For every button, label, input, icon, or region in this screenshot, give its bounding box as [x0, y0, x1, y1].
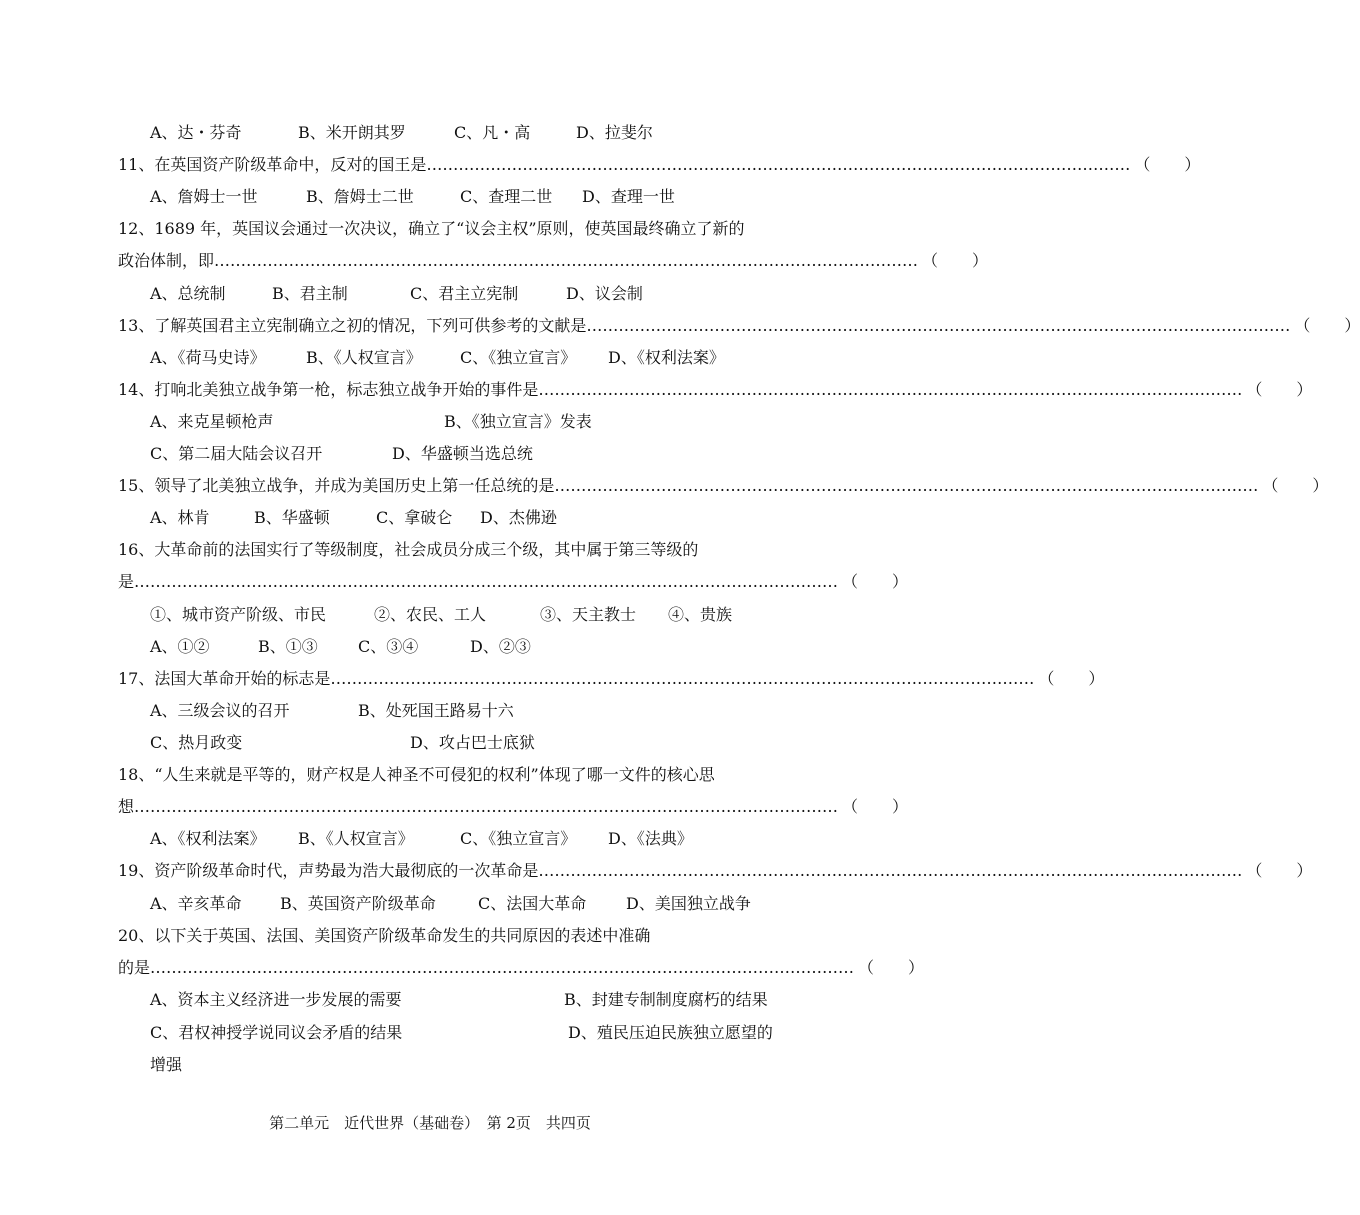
- option-c: C、第二届大陆会议召开: [150, 444, 323, 463]
- leader-dots: ……………………………………………………………………………………………………………………: [150, 958, 855, 977]
- answer-blank[interactable]: （ ）: [1134, 155, 1201, 174]
- question-11: [118, 149, 1201, 181]
- option-b: B、《人权宣言》: [306, 348, 422, 367]
- option-d: D、美国独立战争: [626, 894, 751, 913]
- q15-options: [150, 502, 790, 534]
- answer-blank[interactable]: （ ）: [1246, 861, 1313, 880]
- option-d: D、攻占巴士底狱: [410, 733, 535, 752]
- q11-options: [150, 181, 790, 213]
- option-a: A、《荷马史诗》: [150, 348, 266, 367]
- leader-dots: ……………………………………………………………………………………………………………………: [538, 380, 1243, 399]
- q13-options: [150, 342, 790, 374]
- question-14: [118, 374, 1313, 406]
- option-b: B、华盛顿: [254, 508, 330, 527]
- item-4: ④、贵族: [668, 605, 733, 624]
- answer-blank[interactable]: （ ）: [842, 572, 909, 591]
- question-stem: 是: [118, 572, 135, 591]
- leader-dots: ……………………………………………………………………………………………………………………: [586, 316, 1291, 335]
- q19-options: [150, 888, 790, 920]
- question-stem: 15、领导了北美独立战争，并成为美国历史上第一任总统的是: [118, 476, 555, 495]
- question-stem: 想: [118, 797, 135, 816]
- option-b: B、君主制: [272, 284, 348, 303]
- question-17: [118, 663, 1105, 695]
- question-12: [118, 245, 989, 277]
- answer-blank[interactable]: （ ）: [842, 797, 909, 816]
- q14-options-row1: [150, 406, 790, 438]
- question-16: [118, 566, 909, 598]
- option-c: C、君主立宪制: [410, 284, 519, 303]
- q16-items: [150, 599, 790, 631]
- option-b: B、米开朗其罗: [298, 123, 406, 142]
- option-b: B、处死国王路易十六: [358, 701, 514, 720]
- option-c: C、《独立宣言》: [460, 829, 577, 848]
- option-b: B、封建专制制度腐朽的结果: [564, 990, 768, 1009]
- q18-options: [150, 823, 790, 855]
- q20-options-row1: [150, 984, 790, 1016]
- option-c: C、凡・高: [454, 123, 531, 142]
- option-b: B、《人权宣言》: [298, 829, 414, 848]
- question-stem: 11、在英国资产阶级革命中，反对的国王是: [118, 155, 427, 174]
- q20-options-row2: [150, 1017, 790, 1049]
- option-a: A、《权利法案》: [150, 829, 266, 848]
- option-d: D、拉斐尔: [576, 123, 653, 142]
- q17-options-row2: [150, 727, 790, 759]
- option-b: B、①③: [258, 637, 318, 656]
- option-c: C、③④: [358, 637, 419, 656]
- question-stem: 14、打响北美独立战争第一枪，标志独立战争开始的事件是: [118, 380, 539, 399]
- q10-options: [150, 117, 790, 149]
- option-c: C、君权神授学说同议会矛盾的结果: [150, 1023, 403, 1042]
- option-a: A、达・芬奇: [150, 123, 242, 142]
- option-c: C、拿破仑: [376, 508, 453, 527]
- option-c: C、查理二世: [460, 187, 553, 206]
- answer-blank[interactable]: （ ）: [1246, 380, 1313, 399]
- q17-options-row1: [150, 695, 790, 727]
- option-c: C、《独立宣言》: [460, 348, 577, 367]
- question-stem: 17、法国大革命开始的标志是: [118, 669, 331, 688]
- option-a: A、总统制: [150, 284, 226, 303]
- option-d: D、华盛顿当选总统: [392, 444, 533, 463]
- question-12-line1: 12、1689 年，英国议会通过一次决议，确立了“议会主权”原则，使英国最终确立了新的: [118, 219, 745, 238]
- leader-dots: ……………………………………………………………………………………………………………………: [134, 797, 839, 816]
- option-b: B、英国资产阶级革命: [280, 894, 436, 913]
- answer-blank[interactable]: （ ）: [1038, 669, 1105, 688]
- option-d: D、杰佛逊: [480, 508, 557, 527]
- option-c: C、法国大革命: [478, 894, 587, 913]
- question-stem: 13、了解英国君主立宪制确立之初的情况，下列可供参考的文献是: [118, 316, 587, 335]
- option-d: D、《权利法案》: [608, 348, 725, 367]
- question-15: [118, 470, 1329, 502]
- leader-dots: ……………………………………………………………………………………………………………………: [134, 572, 839, 591]
- answer-blank[interactable]: （ ）: [922, 251, 989, 270]
- option-a: A、詹姆士一世: [150, 187, 258, 206]
- leader-dots: ……………………………………………………………………………………………………………………: [538, 861, 1243, 880]
- q20-option-d-continued: 增强: [150, 1055, 183, 1074]
- item-1: ①、城市资产阶级、市民: [150, 605, 327, 624]
- answer-blank[interactable]: （ ）: [858, 958, 925, 977]
- item-2: ②、农民、工人: [374, 605, 487, 624]
- page-footer: 第二单元 近代世界（基础卷） 第 2页 共四页: [269, 1114, 591, 1132]
- option-d: D、②③: [470, 637, 531, 656]
- question-stem: 19、资产阶级革命时代，声势最为浩大最彻底的一次革命是: [118, 861, 539, 880]
- option-d: D、查理一世: [582, 187, 675, 206]
- question-stem: 的是: [118, 958, 151, 977]
- option-d: D、议会制: [566, 284, 643, 303]
- option-a: A、辛亥革命: [150, 894, 242, 913]
- question-19: [118, 855, 1313, 887]
- item-3: ③、天主教士: [540, 605, 637, 624]
- question-20-line1: 20、以下关于英国、法国、美国资产阶级革命发生的共同原因的表述中准确: [118, 926, 651, 945]
- question-18-line1: 18、“人生来就是平等的，财产权是人神圣不可侵犯的权利”体现了哪一文件的核心思: [118, 765, 715, 784]
- q14-options-row2: [150, 438, 790, 470]
- option-c: C、热月政变: [150, 733, 243, 752]
- leader-dots: ……………………………………………………………………………………………………………………: [330, 669, 1035, 688]
- leader-dots: ……………………………………………………………………………………………………………………: [214, 251, 919, 270]
- question-18: [118, 791, 909, 823]
- question-stem: 政治体制，即: [118, 251, 215, 270]
- option-a: A、资本主义经济进一步发展的需要: [150, 990, 402, 1009]
- option-a: A、林肯: [150, 508, 210, 527]
- option-b: B、《独立宣言》发表: [444, 412, 592, 431]
- option-d: D、殖民压迫民族独立愿望的: [568, 1023, 773, 1042]
- option-a: A、来克星顿枪声: [150, 412, 274, 431]
- option-a: A、①②: [150, 637, 210, 656]
- question-20: [118, 952, 925, 984]
- option-a: A、三级会议的召开: [150, 701, 290, 720]
- answer-blank[interactable]: （ ）: [1262, 476, 1329, 495]
- option-d: D、《法典》: [608, 829, 693, 848]
- question-16-line1: 16、大革命前的法国实行了等级制度，社会成员分成三个级，其中属于第三等级的: [118, 540, 699, 559]
- question-13: [118, 310, 1360, 342]
- leader-dots: ……………………………………………………………………………………………………………………: [426, 155, 1131, 174]
- q12-options: [150, 278, 790, 310]
- q16-options: [150, 631, 790, 663]
- answer-blank[interactable]: （ ）: [1294, 316, 1360, 335]
- leader-dots: ……………………………………………………………………………………………………………………: [554, 476, 1259, 495]
- option-b: B、詹姆士二世: [306, 187, 414, 206]
